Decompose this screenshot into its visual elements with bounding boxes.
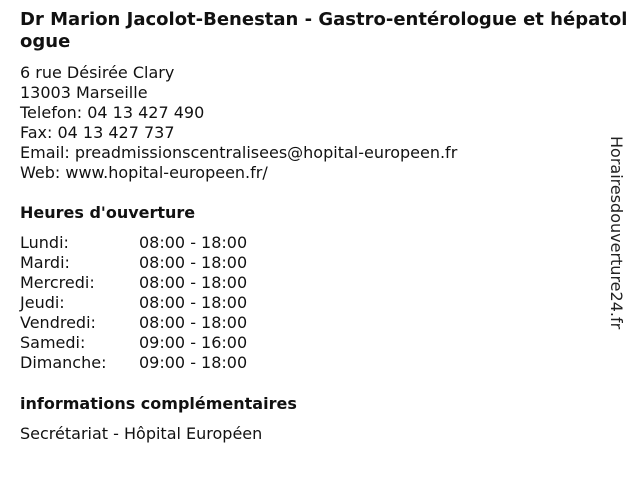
hours-row xyxy=(20,233,247,253)
hours-day: Vendredi: xyxy=(20,313,96,332)
street-address: 6 rue Désirée Clary xyxy=(20,63,175,82)
website[interactable]: Web: www.hopital-europeen.fr/ xyxy=(20,163,268,182)
hours-time: 08:00 - 18:00 xyxy=(139,253,248,272)
hours-heading: Heures d'ouverture xyxy=(20,203,196,222)
email-address[interactable]: Email: preadmissionscentralisees@hopital-europeen.fr xyxy=(20,143,458,162)
hours-row xyxy=(20,253,247,273)
hours-row xyxy=(20,273,247,293)
site-watermark: Horairesdouverture24.fr xyxy=(607,136,626,330)
hours-row xyxy=(20,293,247,313)
hours-time: 09:00 - 16:00 xyxy=(139,333,248,352)
hours-time: 09:00 - 18:00 xyxy=(139,353,248,372)
info-text: Secrétariat - Hôpital Européen xyxy=(20,424,263,443)
city: 13003 Marseille xyxy=(20,83,148,102)
hours-day: Lundi: xyxy=(20,233,69,252)
hours-day: Mercredi: xyxy=(20,273,95,292)
hours-time: 08:00 - 18:00 xyxy=(139,273,248,292)
hours-row xyxy=(20,333,247,353)
hours-day: Dimanche: xyxy=(20,353,107,372)
hours-day: Jeudi: xyxy=(20,293,65,312)
hours-table xyxy=(20,233,247,373)
hours-time: 08:00 - 18:00 xyxy=(139,313,248,332)
info-heading: informations complémentaires xyxy=(20,394,297,413)
phone-number[interactable]: Telefon: 04 13 427 490 xyxy=(20,103,205,122)
address-block xyxy=(20,63,457,183)
hours-day: Samedi: xyxy=(20,333,86,352)
hours-day: Mardi: xyxy=(20,253,70,272)
hours-time: 08:00 - 18:00 xyxy=(139,293,248,312)
hours-time: 08:00 - 18:00 xyxy=(139,233,248,252)
page-title: Dr Marion Jacolot-Benestan - Gastro-entérologue et hépatologue xyxy=(20,9,628,52)
hours-row xyxy=(20,353,247,373)
fax-number: Fax: 04 13 427 737 xyxy=(20,123,175,142)
hours-row xyxy=(20,313,247,333)
